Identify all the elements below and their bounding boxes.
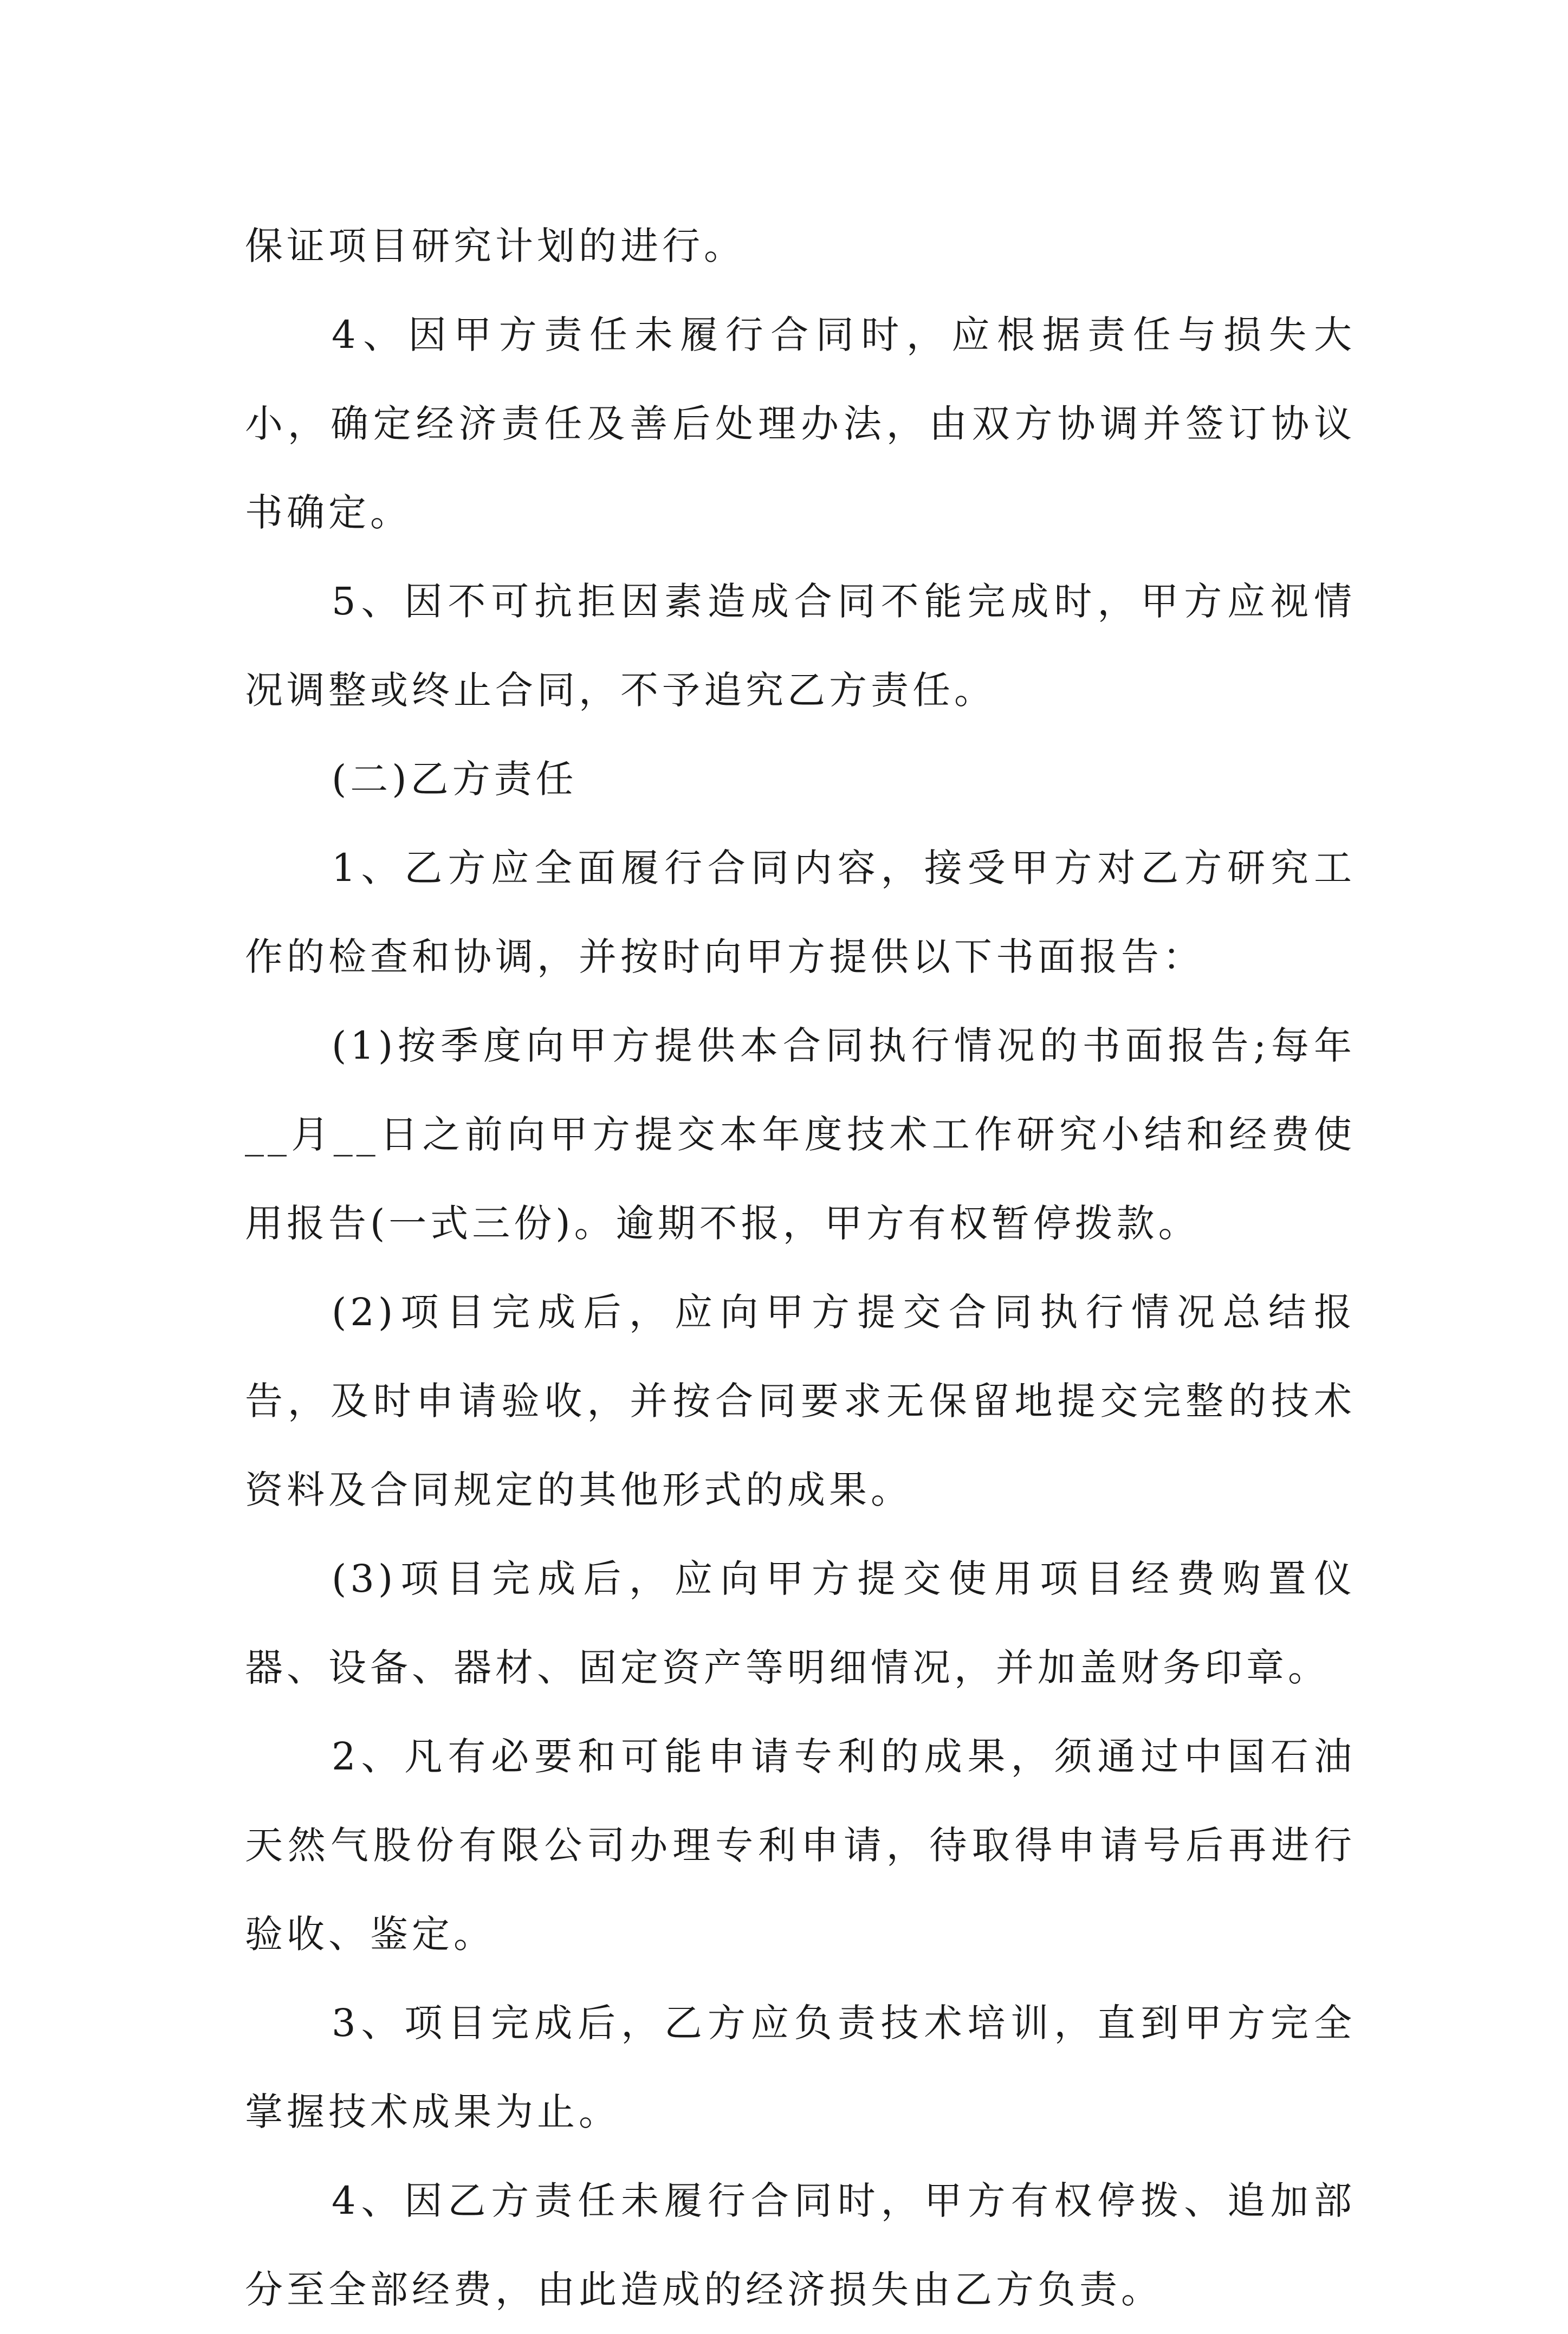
paragraph-continuation: 保证项目研究计划的进行。 <box>245 224 746 268</box>
paragraph-party-b-item-3: (3)项目完成后，应向甲方提交使用项目经费购置仪器、设备、器材、固定资产等明细情况，并加盖财务印章。 <box>245 1557 1356 1690</box>
document-body <box>245 202 1356 2334</box>
paragraph-party-a-clause-4: 4、因甲方责任未履行合同时，应根据责任与损失大小，确定经济责任及善后处理办法，由双方协调并签订协议书确定。 <box>245 313 1356 535</box>
paragraph-party-b-clause-1: 1、乙方应全面履行合同内容，接受甲方对乙方研究工作的检查和协调，并按时向甲方提供以下书面报告： <box>245 846 1356 979</box>
paragraph-party-a-clause-5: 5、因不可抗拒因素造成合同不能完成时，甲方应视情况调整或终止合同，不予追究乙方责任。 <box>245 579 1356 712</box>
paragraph-party-b-item-2: (2)项目完成后，应向甲方提交合同执行情况总结报告，及时申请验收，并按合同要求无保留地提交完整的技术资料及合同规定的其他形式的成果。 <box>245 1290 1356 1512</box>
paragraph-party-b-clause-2: 2、凡有必要和可能申请专利的成果，须通过中国石油天然气股份有限公司办理专利申请，待取得申请号后再进行验收、鉴定。 <box>245 1734 1356 1956</box>
paragraph-party-b-clause-3: 3、项目完成后，乙方应负责技术培训，直到甲方完全掌握技术成果为止。 <box>245 2001 1356 2134</box>
section-heading-party-b: (二)乙方责任 <box>332 757 578 801</box>
paragraph-party-b-clause-4: 4、因乙方责任未履行合同时，甲方有权停拨、追加部分至全部经费，由此造成的经济损失由乙方负责。 <box>245 2179 1356 2312</box>
paragraph-party-b-item-1: (1)按季度向甲方提供本合同执行情况的书面报告;每年__月__日之前向甲方提交本年度技术工作研究小结和经费使用报告(一式三份)。逾期不报，甲方有权暂停拨款。 <box>245 1023 1356 1246</box>
